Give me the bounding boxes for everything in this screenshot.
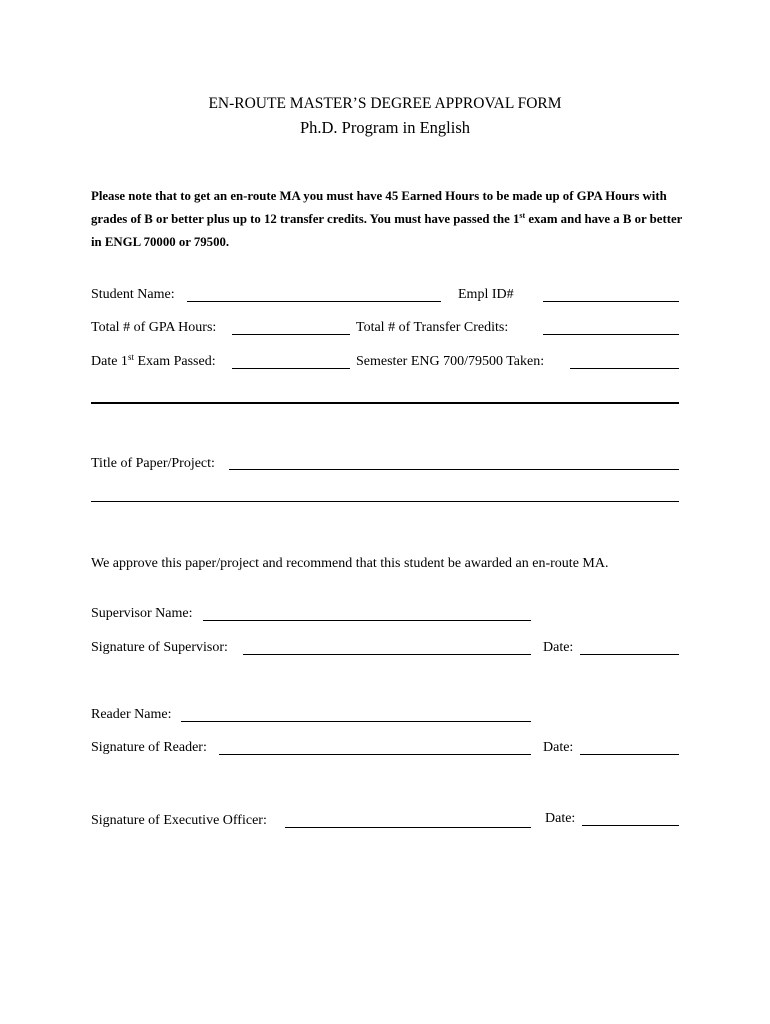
- paper-title-field[interactable]: [229, 469, 679, 470]
- empl-id-field[interactable]: [543, 301, 679, 302]
- note-text-part2: exam and have a B or better in ENGL 70000 or 79500.: [91, 212, 683, 249]
- note-text-part1: Please note that to get an en-route MA you must have 45 Earned Hours to be made up of GPA Hours with grades of B or better plus up to 12 transfer credits. You must have passed the 1: [91, 189, 667, 226]
- note-superscript: st: [519, 211, 526, 220]
- reader-date-label: Date:: [543, 740, 574, 755]
- form-subtitle: Ph.D. Program in English: [299, 118, 471, 137]
- executive-date-label: Date:: [545, 811, 576, 826]
- gpa-hours-label: Total # of GPA Hours:: [91, 320, 217, 335]
- section-divider: [91, 402, 679, 404]
- date-exam-field[interactable]: [232, 368, 350, 369]
- executive-date-field[interactable]: [582, 825, 679, 826]
- semester-taken-field[interactable]: [570, 368, 679, 369]
- supervisor-date-label: Date:: [543, 640, 574, 655]
- semester-taken-label: Semester ENG 700/79500 Taken:: [356, 354, 545, 369]
- supervisor-date-field[interactable]: [580, 654, 679, 655]
- executive-signature-field[interactable]: [285, 827, 531, 828]
- supervisor-signature-label: Signature of Supervisor:: [91, 640, 228, 655]
- approval-statement: We approve this paper/project and recommend that this student be awarded an en-route MA.: [91, 556, 609, 571]
- date-exam-label: [91, 354, 216, 370]
- supervisor-name-field[interactable]: [203, 620, 531, 621]
- reader-signature-field[interactable]: [219, 754, 531, 755]
- reader-name-field[interactable]: [181, 721, 531, 722]
- transfer-credits-label: Total # of Transfer Credits:: [356, 320, 509, 335]
- date-exam-superscript: st: [127, 352, 134, 362]
- reader-signature-label: Signature of Reader:: [91, 740, 207, 755]
- date-exam-label-post: Exam Passed:: [133, 354, 216, 369]
- paper-title-label: Title of Paper/Project:: [91, 456, 215, 471]
- reader-name-label: Reader Name:: [91, 707, 172, 722]
- form-title: EN-ROUTE MASTER’S DEGREE APPROVAL FORM: [208, 95, 562, 112]
- transfer-credits-field[interactable]: [543, 334, 679, 335]
- gpa-hours-field[interactable]: [232, 334, 350, 335]
- paper-title-field-line2[interactable]: [91, 501, 679, 502]
- supervisor-name-label: Supervisor Name:: [91, 606, 193, 621]
- date-exam-label-pre: Date 1: [91, 354, 128, 369]
- reader-date-field[interactable]: [580, 754, 679, 755]
- executive-signature-label: Signature of Executive Officer:: [91, 813, 267, 828]
- empl-id-label: Empl ID#: [458, 287, 514, 302]
- supervisor-signature-field[interactable]: [243, 654, 531, 655]
- student-name-field[interactable]: [187, 301, 441, 302]
- student-name-label: Student Name:: [91, 287, 175, 302]
- instructions-note: [91, 185, 691, 254]
